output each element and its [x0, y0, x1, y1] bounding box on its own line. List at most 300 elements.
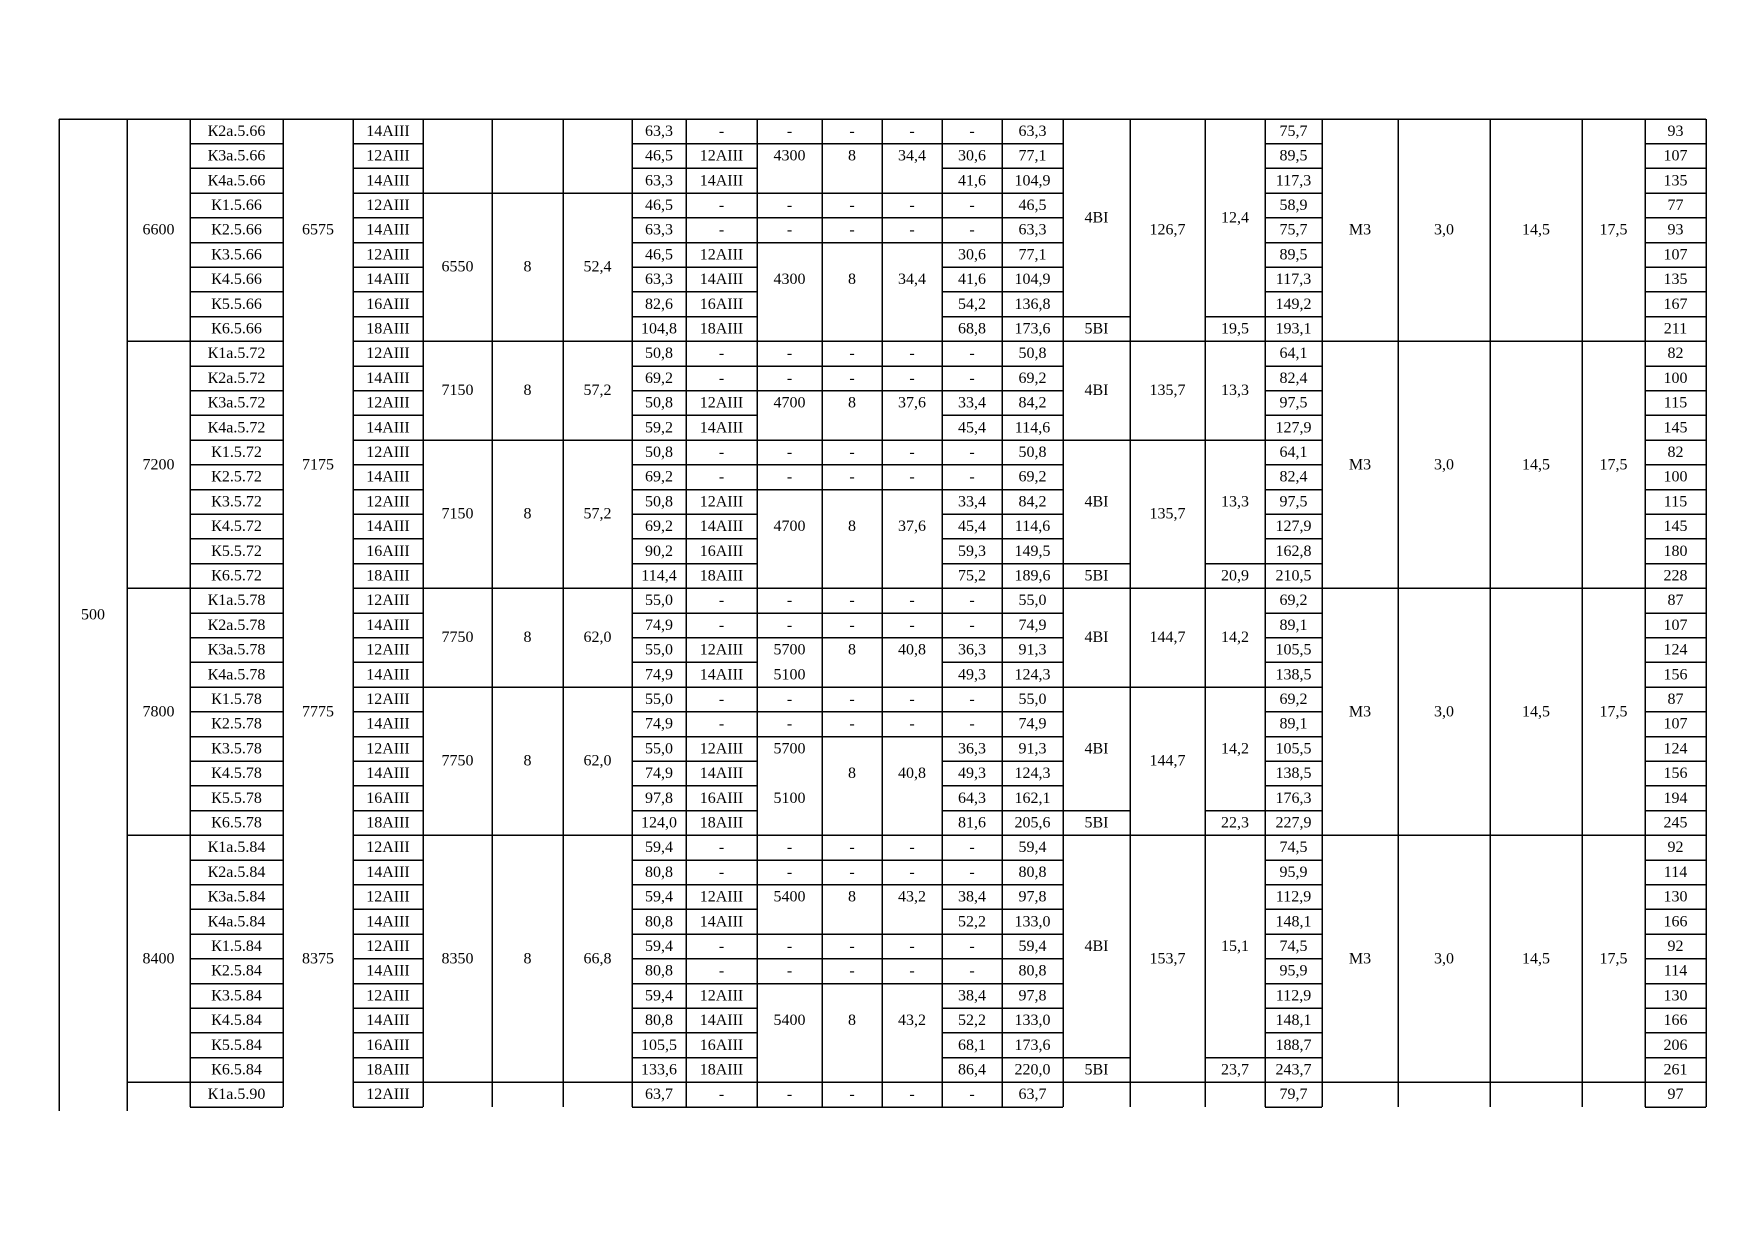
span-p2: 14,5	[1522, 221, 1550, 239]
span-w2: 23,7	[1221, 1061, 1249, 1079]
cell-n: 4700	[773, 518, 806, 536]
cell-total: 80,8	[1018, 962, 1047, 980]
span-w2: 14,2	[1221, 629, 1249, 647]
cell-c1: 55,0	[645, 641, 673, 659]
cell-code: К2.5.78	[211, 715, 262, 733]
cell-c1: 59,4	[645, 937, 673, 955]
cell-total: 74,9	[1018, 715, 1047, 733]
cell-c1: 133,6	[641, 1061, 677, 1079]
cell-bar: 14AIII	[366, 666, 410, 684]
cell-code: К4.5.72	[211, 518, 262, 536]
cell-last: 92	[1667, 937, 1684, 955]
span-cls: 5BI	[1084, 814, 1109, 832]
cell-total: 69,2	[1018, 369, 1047, 387]
cell-code: К3.5.84	[211, 987, 262, 1005]
cell-last: 100	[1663, 369, 1688, 387]
cell-b2: -	[718, 616, 725, 634]
cell-concrete: 82,4	[1279, 369, 1308, 387]
cell-a: -	[909, 616, 915, 634]
cell-code: К3.5.66	[211, 246, 262, 264]
span-w1: 144,7	[1149, 752, 1186, 770]
cell-last: 115	[1663, 493, 1688, 511]
cell-b2: 14AIII	[699, 271, 744, 289]
cell-n: 5700	[773, 641, 806, 659]
cell-total: 124,3	[1014, 666, 1051, 684]
cell-concrete: 112,9	[1275, 888, 1312, 906]
cell-a: 37,6	[898, 394, 926, 412]
cell-concrete: 75,7	[1279, 122, 1308, 140]
cell-n: -	[786, 715, 793, 733]
span-l2: 7150	[441, 382, 474, 400]
cell-k: -	[849, 221, 855, 239]
cell-total: 133,0	[1014, 913, 1051, 931]
cell-c1: 50,8	[645, 443, 673, 461]
cell-b2: -	[718, 937, 725, 955]
cell-last: 167	[1663, 295, 1688, 313]
cell-c2: -	[969, 592, 975, 610]
cell-code: К3а.5.84	[207, 888, 266, 906]
cell-total: 77,1	[1018, 246, 1047, 264]
cell-total: 104,9	[1014, 271, 1051, 289]
cell-n: 5100	[773, 666, 806, 684]
cell-c1: 59,4	[645, 888, 673, 906]
cell-last: 114	[1663, 863, 1688, 881]
cell-last: 77	[1667, 196, 1684, 214]
cell-last: 82	[1667, 443, 1684, 461]
span-l2: 8350	[441, 950, 474, 968]
cell-k: 8	[848, 394, 856, 412]
cell-c1: 59,4	[645, 839, 673, 857]
cell-bar: 18AIII	[366, 567, 410, 585]
cell-bar: 14AIII	[366, 863, 410, 881]
cell-code: К1а.5.84	[207, 839, 266, 857]
cell-c2: 45,4	[958, 518, 986, 536]
span-l3: 8	[523, 629, 532, 647]
span-mk: М3	[1348, 950, 1372, 968]
cell-k: -	[849, 715, 855, 733]
cell-bar: 12AIII	[366, 246, 410, 264]
cell-b2: -	[718, 962, 725, 980]
span-cls: 4BI	[1084, 937, 1109, 955]
span-cls: 5BI	[1084, 567, 1109, 585]
cell-last: 87	[1667, 690, 1684, 708]
cell-k: -	[849, 863, 855, 881]
cell-b2: 16AIII	[699, 789, 744, 807]
cell-b2: -	[718, 1086, 725, 1104]
cell-c1: 82,6	[645, 295, 673, 313]
cell-bar: 12AIII	[366, 690, 410, 708]
cell-c2: 30,6	[958, 147, 986, 165]
span-l2: 7750	[441, 752, 474, 770]
cell-total: 50,8	[1018, 443, 1047, 461]
cell-code: К6.5.66	[211, 320, 262, 338]
cell-c1: 59,4	[645, 987, 673, 1005]
cell-c2: 33,4	[958, 493, 986, 511]
cell-b2: -	[718, 122, 725, 140]
span-p1: 3,0	[1434, 221, 1454, 239]
cell-code: К1а.5.72	[207, 345, 266, 363]
cell-concrete: 89,1	[1279, 616, 1308, 634]
span-cls: 4BI	[1084, 629, 1109, 647]
cell-concrete: 75,7	[1279, 221, 1308, 239]
cell-c1: 104,8	[641, 320, 677, 338]
cell-b2: 12AIII	[699, 888, 744, 906]
cell-concrete: 105,5	[1275, 740, 1312, 758]
cell-c2: -	[969, 443, 975, 461]
cell-k: -	[849, 962, 855, 980]
cell-a: -	[909, 468, 915, 486]
span-mk: М3	[1348, 703, 1372, 721]
cell-total: 84,2	[1018, 394, 1047, 412]
cell-last: 115	[1663, 394, 1688, 412]
cell-bar: 14AIII	[366, 962, 410, 980]
cell-n: 5700	[773, 740, 806, 758]
span-p3: 17,5	[1599, 456, 1628, 474]
cell-last: 130	[1663, 987, 1688, 1005]
cell-b2: -	[718, 592, 725, 610]
cell-code: К2а.5.78	[207, 616, 266, 634]
cell-n: 5400	[773, 1012, 806, 1030]
left-label: 500	[81, 606, 105, 624]
cell-total: 63,3	[1018, 221, 1047, 239]
cell-last: 124	[1663, 740, 1688, 758]
cell-bar: 16AIII	[366, 789, 410, 807]
cell-last: 228	[1663, 567, 1688, 585]
cell-n: -	[786, 690, 793, 708]
span-l2: 7750	[441, 629, 474, 647]
cell-k: -	[849, 690, 855, 708]
cell-bar: 12AIII	[366, 839, 410, 857]
cell-c1: 50,8	[645, 493, 673, 511]
cell-concrete: 69,2	[1279, 592, 1308, 610]
cell-n: 4300	[773, 147, 806, 165]
cell-n: 4700	[773, 394, 806, 412]
cell-k: -	[849, 592, 855, 610]
cell-c2: -	[969, 196, 975, 214]
cell-last: 107	[1663, 715, 1688, 733]
group-l1: 7175	[302, 456, 334, 474]
cell-b2: 14AIII	[699, 419, 744, 437]
span-cls: 5BI	[1084, 1061, 1109, 1079]
cell-a: 40,8	[898, 765, 926, 783]
span-l3: 8	[523, 950, 532, 968]
cell-concrete: 69,2	[1279, 690, 1308, 708]
cell-c2: 49,3	[958, 666, 986, 684]
cell-bar: 14AIII	[366, 271, 410, 289]
cell-c2: 52,2	[958, 1012, 986, 1030]
span-w1: 144,7	[1149, 629, 1186, 647]
cell-n: -	[786, 369, 793, 387]
cell-code: К1а.5.78	[207, 592, 266, 610]
cell-bar: 12AIII	[366, 888, 410, 906]
cell-b2: 14AIII	[699, 1012, 744, 1030]
cell-c2: 38,4	[958, 888, 986, 906]
cell-c2: -	[969, 345, 975, 363]
cell-a: -	[909, 443, 915, 461]
cell-concrete: 97,5	[1279, 394, 1308, 412]
cell-c2: 45,4	[958, 419, 986, 437]
cell-n: -	[786, 468, 793, 486]
cell-total: 63,7	[1018, 1086, 1047, 1104]
cell-c2: -	[969, 369, 975, 387]
cell-last: 93	[1667, 122, 1684, 140]
cell-c2: 38,4	[958, 987, 986, 1005]
cell-c2: -	[969, 962, 975, 980]
cell-c2: 64,3	[958, 789, 986, 807]
cell-k: 8	[848, 271, 856, 289]
cell-last: 87	[1667, 592, 1684, 610]
span-cls: 4BI	[1084, 740, 1109, 758]
cell-concrete: 58,9	[1279, 196, 1308, 214]
cell-c2: -	[969, 839, 975, 857]
cell-total: 69,2	[1018, 468, 1047, 486]
cell-total: 173,6	[1014, 320, 1051, 338]
cell-bar: 16AIII	[366, 1036, 410, 1054]
cell-concrete: 117,3	[1275, 172, 1312, 190]
cell-bar: 12AIII	[366, 493, 410, 511]
cell-c1: 74,9	[645, 666, 673, 684]
cell-code: К1а.5.90	[207, 1086, 266, 1104]
cell-b2: -	[718, 345, 725, 363]
cell-k: 8	[848, 1012, 856, 1030]
span-w2: 15,1	[1221, 937, 1249, 955]
cell-b2: -	[718, 443, 725, 461]
cell-c1: 80,8	[645, 913, 673, 931]
cell-bar: 18AIII	[366, 1061, 410, 1079]
cell-c2: 68,1	[958, 1036, 986, 1054]
cell-bar: 16AIII	[366, 295, 410, 313]
cell-total: 114,6	[1014, 518, 1051, 536]
cell-b2: 14AIII	[699, 913, 744, 931]
cell-code: К1.5.72	[211, 443, 262, 461]
cell-total: 114,6	[1014, 419, 1051, 437]
cell-code: К5.5.84	[211, 1036, 262, 1054]
cell-bar: 16AIII	[366, 542, 410, 560]
cell-k: -	[849, 345, 855, 363]
cell-bar: 14AIII	[366, 765, 410, 783]
cell-c1: 46,5	[645, 246, 673, 264]
span-l4: 62,0	[583, 752, 612, 770]
cell-a: -	[909, 345, 915, 363]
cell-last: 145	[1663, 518, 1688, 536]
cell-c2: -	[969, 863, 975, 881]
group-length: 7200	[142, 456, 175, 474]
cell-last: 145	[1663, 419, 1688, 437]
cell-b2: 14AIII	[699, 518, 744, 536]
cell-c1: 80,8	[645, 962, 673, 980]
cell-n: -	[786, 345, 793, 363]
span-l2: 6550	[441, 258, 474, 276]
cell-a: -	[909, 937, 915, 955]
cell-a: -	[909, 122, 915, 140]
cell-total: 59,4	[1018, 937, 1047, 955]
cell-a: -	[909, 196, 915, 214]
cell-c1: 90,2	[645, 542, 673, 560]
cell-a: 37,6	[898, 518, 926, 536]
cell-total: 136,8	[1014, 295, 1051, 313]
cell-b2: -	[718, 863, 725, 881]
cell-b2: 12AIII	[699, 641, 744, 659]
cell-code: К2.5.84	[211, 962, 262, 980]
cell-total: 55,0	[1018, 592, 1047, 610]
cell-code: К4а.5.78	[207, 666, 266, 684]
cell-total: 149,5	[1014, 542, 1051, 560]
cell-a: -	[909, 221, 915, 239]
cell-total: 50,8	[1018, 345, 1047, 363]
cell-c2: 41,6	[958, 271, 986, 289]
cell-last: 166	[1663, 1012, 1688, 1030]
cell-c1: 69,2	[645, 369, 673, 387]
cell-k: -	[849, 937, 855, 955]
cell-code: К2.5.72	[211, 468, 262, 486]
cell-bar: 14AIII	[366, 616, 410, 634]
cell-bar: 12AIII	[366, 147, 410, 165]
cell-a: 34,4	[898, 147, 926, 165]
group-l1: 7775	[302, 703, 334, 721]
span-l4: 62,0	[583, 629, 612, 647]
cell-a: -	[909, 839, 915, 857]
span-l3: 8	[523, 382, 532, 400]
span-w1: 135,7	[1149, 382, 1186, 400]
cell-k: 8	[848, 765, 856, 783]
cell-k: 8	[848, 641, 856, 659]
cell-total: 133,0	[1014, 1012, 1051, 1030]
cell-total: 77,1	[1018, 147, 1047, 165]
cell-b2: -	[718, 369, 725, 387]
cell-b2: 12AIII	[699, 493, 744, 511]
cell-k: 8	[848, 518, 856, 536]
cell-concrete: 176,3	[1275, 789, 1312, 807]
cell-b2: 12AIII	[699, 394, 744, 412]
cell-bar: 12AIII	[366, 345, 410, 363]
cell-c1: 55,0	[645, 690, 673, 708]
cell-c2: 54,2	[958, 295, 986, 313]
cell-code: К6.5.84	[211, 1061, 262, 1079]
cell-n: -	[786, 122, 793, 140]
cell-bar: 14AIII	[366, 172, 410, 190]
cell-c2: 36,3	[958, 740, 986, 758]
group-l1: 6575	[302, 221, 334, 239]
cell-concrete: 162,8	[1275, 542, 1312, 560]
cell-b2: 18AIII	[699, 567, 744, 585]
cell-last: 211	[1663, 320, 1688, 338]
cell-code: К3а.5.72	[207, 394, 266, 412]
cell-b2: 12AIII	[699, 147, 744, 165]
cell-k: 8	[848, 147, 856, 165]
cell-code: К2а.5.84	[207, 863, 266, 881]
cell-concrete: 64,1	[1279, 345, 1308, 363]
cell-c2: -	[969, 1086, 975, 1104]
cell-last: 206	[1663, 1036, 1688, 1054]
span-p3: 17,5	[1599, 703, 1628, 721]
cell-concrete: 95,9	[1279, 863, 1308, 881]
span-l4: 57,2	[583, 382, 612, 400]
cell-bar: 18AIII	[366, 814, 410, 832]
span-w2: 20,9	[1221, 567, 1249, 585]
cell-code: К5.5.78	[211, 789, 262, 807]
cell-code: К4.5.78	[211, 765, 262, 783]
cell-total: 104,9	[1014, 172, 1051, 190]
cell-c1: 80,8	[645, 1012, 673, 1030]
cell-bar: 14AIII	[366, 913, 410, 931]
cell-c2: 75,2	[958, 567, 986, 585]
cell-code: К2а.5.66	[207, 122, 266, 140]
cell-last: 82	[1667, 345, 1684, 363]
cell-b2: 18AIII	[699, 814, 744, 832]
cell-concrete: 148,1	[1275, 913, 1312, 931]
cell-a: -	[909, 369, 915, 387]
cell-c1: 46,5	[645, 196, 673, 214]
cell-code: К5.5.72	[211, 542, 262, 560]
cell-c2: -	[969, 221, 975, 239]
cell-bar: 12AIII	[366, 394, 410, 412]
cell-concrete: 210,5	[1275, 567, 1312, 585]
cell-code: К1.5.84	[211, 937, 262, 955]
cell-c2: 52,2	[958, 913, 986, 931]
cell-b2: -	[718, 690, 725, 708]
cell-last: 93	[1667, 221, 1684, 239]
cell-last: 100	[1663, 468, 1688, 486]
span-l3: 8	[523, 258, 532, 276]
cell-last: 180	[1663, 542, 1688, 560]
cell-total: 91,3	[1018, 740, 1047, 758]
span-l4: 57,2	[583, 505, 612, 523]
cell-k: -	[849, 369, 855, 387]
cell-c2: 30,6	[958, 246, 986, 264]
cell-bar: 12AIII	[366, 987, 410, 1005]
cell-total: 97,8	[1018, 987, 1047, 1005]
span-mk: М3	[1348, 456, 1372, 474]
cell-c2: 33,4	[958, 394, 986, 412]
cell-c2: -	[969, 937, 975, 955]
cell-n: 5400	[773, 888, 806, 906]
cell-b2: 16AIII	[699, 295, 744, 313]
cell-c1: 63,3	[645, 221, 673, 239]
cell-last: 124	[1663, 641, 1688, 659]
cell-total: 124,3	[1014, 765, 1051, 783]
cell-total: 189,6	[1014, 567, 1051, 585]
cell-bar: 12AIII	[366, 1086, 410, 1104]
cell-c2: 81,6	[958, 814, 986, 832]
cell-concrete: 82,4	[1279, 468, 1308, 486]
cell-c2: 86,4	[958, 1061, 986, 1079]
cell-a: -	[909, 690, 915, 708]
span-mk: М3	[1348, 221, 1372, 239]
cell-code: К6.5.78	[211, 814, 262, 832]
cell-total: 91,3	[1018, 641, 1047, 659]
cell-code: К4.5.84	[211, 1012, 262, 1030]
cell-b2: -	[718, 221, 725, 239]
span-w2: 14,2	[1221, 740, 1249, 758]
group-l1: 8375	[302, 950, 334, 968]
cell-n: -	[786, 443, 793, 461]
cell-bar: 12AIII	[366, 443, 410, 461]
cell-b2: 14AIII	[699, 765, 744, 783]
cell-concrete: 149,2	[1275, 295, 1312, 313]
cell-code: К1.5.66	[211, 196, 262, 214]
cell-code: К5.5.66	[211, 295, 262, 313]
cell-total: 46,5	[1018, 196, 1047, 214]
span-p1: 3,0	[1434, 950, 1454, 968]
span-w2: 12,4	[1221, 209, 1249, 227]
cell-c1: 63,7	[645, 1086, 673, 1104]
cell-c2: 59,3	[958, 542, 986, 560]
cell-last: 261	[1663, 1061, 1688, 1079]
cell-a: 43,2	[898, 888, 926, 906]
span-w2: 13,3	[1221, 493, 1249, 511]
cell-code: К2.5.66	[211, 221, 262, 239]
span-w1: 126,7	[1149, 221, 1186, 239]
